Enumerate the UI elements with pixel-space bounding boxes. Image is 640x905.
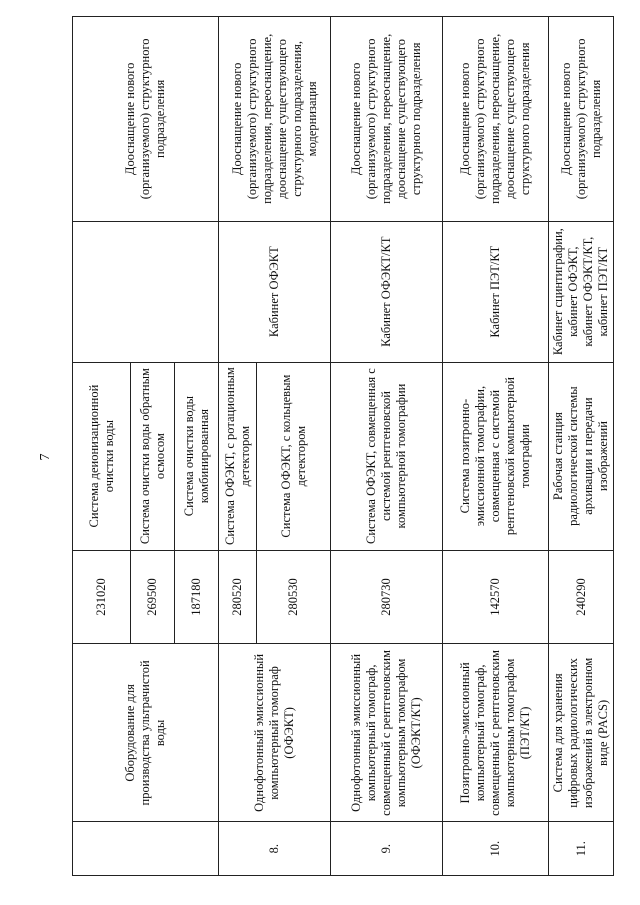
document-table-container <box>72 16 610 876</box>
equipment-type: Рабочая станция радиологической системы архивации и передачи изображений <box>549 362 614 550</box>
equipment-table <box>72 16 614 876</box>
equipment-code: 280520 <box>219 550 257 644</box>
equipment-name: Однофотонный эмиссионный компьютерный томограф (ОФЭКТ) <box>219 644 331 822</box>
purpose: Дооснащение нового (организуемого) структурного подразделения, переоснащение, дооснащение существующего структурного подразделения <box>443 17 549 222</box>
room <box>73 221 219 362</box>
row-index: 11. <box>549 822 614 876</box>
equipment-type: Система ОФЭКТ, совмещенная с системой рентгеновской компьютерной томографии <box>331 362 443 550</box>
table-row <box>443 17 549 876</box>
equipment-name: Однофотонный эмиссионный компьютерный томограф, совмещенный с рентгеновским компьютерным томографом (ОФЭКТ/КТ) <box>331 644 443 822</box>
table-row <box>73 17 131 876</box>
equipment-type: Система ОФЭКТ, с кольцевым детектором <box>257 362 331 550</box>
equipment-code: 187180 <box>175 550 219 644</box>
equipment-name: Позитронно-эмиссионный компьютерный томограф, совмещенный с рентгеновским компьютерным томографом (ПЭТ/КТ) <box>443 644 549 822</box>
equipment-code: 280730 <box>331 550 443 644</box>
equipment-code: 142570 <box>443 550 549 644</box>
equipment-type: Система ОФЭКТ, с ротационным детектором <box>219 362 257 550</box>
room: Кабинет ОФЭКТ/КТ <box>331 221 443 362</box>
row-index: 9. <box>331 822 443 876</box>
table-row <box>331 17 443 876</box>
equipment-code: 280530 <box>257 550 331 644</box>
purpose: Дооснащение нового (организуемого) структурного подразделения <box>73 17 219 222</box>
row-index: 10. <box>443 822 549 876</box>
row-index: 8. <box>219 822 331 876</box>
room: Кабинет ПЭТ/КТ <box>443 221 549 362</box>
purpose: Дооснащение нового (организуемого) структурного подразделения <box>549 17 614 222</box>
page-number: 7 <box>38 453 53 461</box>
room: Кабинет ОФЭКТ <box>219 221 331 362</box>
equipment-code: 240290 <box>549 550 614 644</box>
table-row <box>549 17 614 876</box>
equipment-type: Система деионизационной очистки воды <box>73 362 131 550</box>
room: Кабинет сцинтиграфии, кабинет ОФЭКТ, кабинет ОФЭКТ/КТ, кабинет ПЭТ/КТ <box>549 221 614 362</box>
equipment-code: 231020 <box>73 550 131 644</box>
equipment-type: Система очистки воды обратным осмосом <box>131 362 175 550</box>
equipment-type: Система очистки воды комбинированная <box>175 362 219 550</box>
table-row <box>219 17 257 876</box>
equipment-code: 269500 <box>131 550 175 644</box>
equipment-type: Система позитронно-эмиссионной томографии, совмещенная с системой рентгеновской компьютерной томографии <box>443 362 549 550</box>
equipment-name: Оборудование для производства ультрачистой воды <box>73 644 219 822</box>
purpose: Дооснащение нового (организуемого) структурного подразделения, переоснащение, дооснащение существующего структурного подразделения, модернизация <box>219 17 331 222</box>
equipment-name: Система для хранения цифровых радиологических изображений в электронном виде (PACS) <box>549 644 614 822</box>
row-index <box>73 822 219 876</box>
purpose: Дооснащение нового (организуемого) структурного подразделения, переоснащение, дооснащение существующего структурного подразделения <box>331 17 443 222</box>
